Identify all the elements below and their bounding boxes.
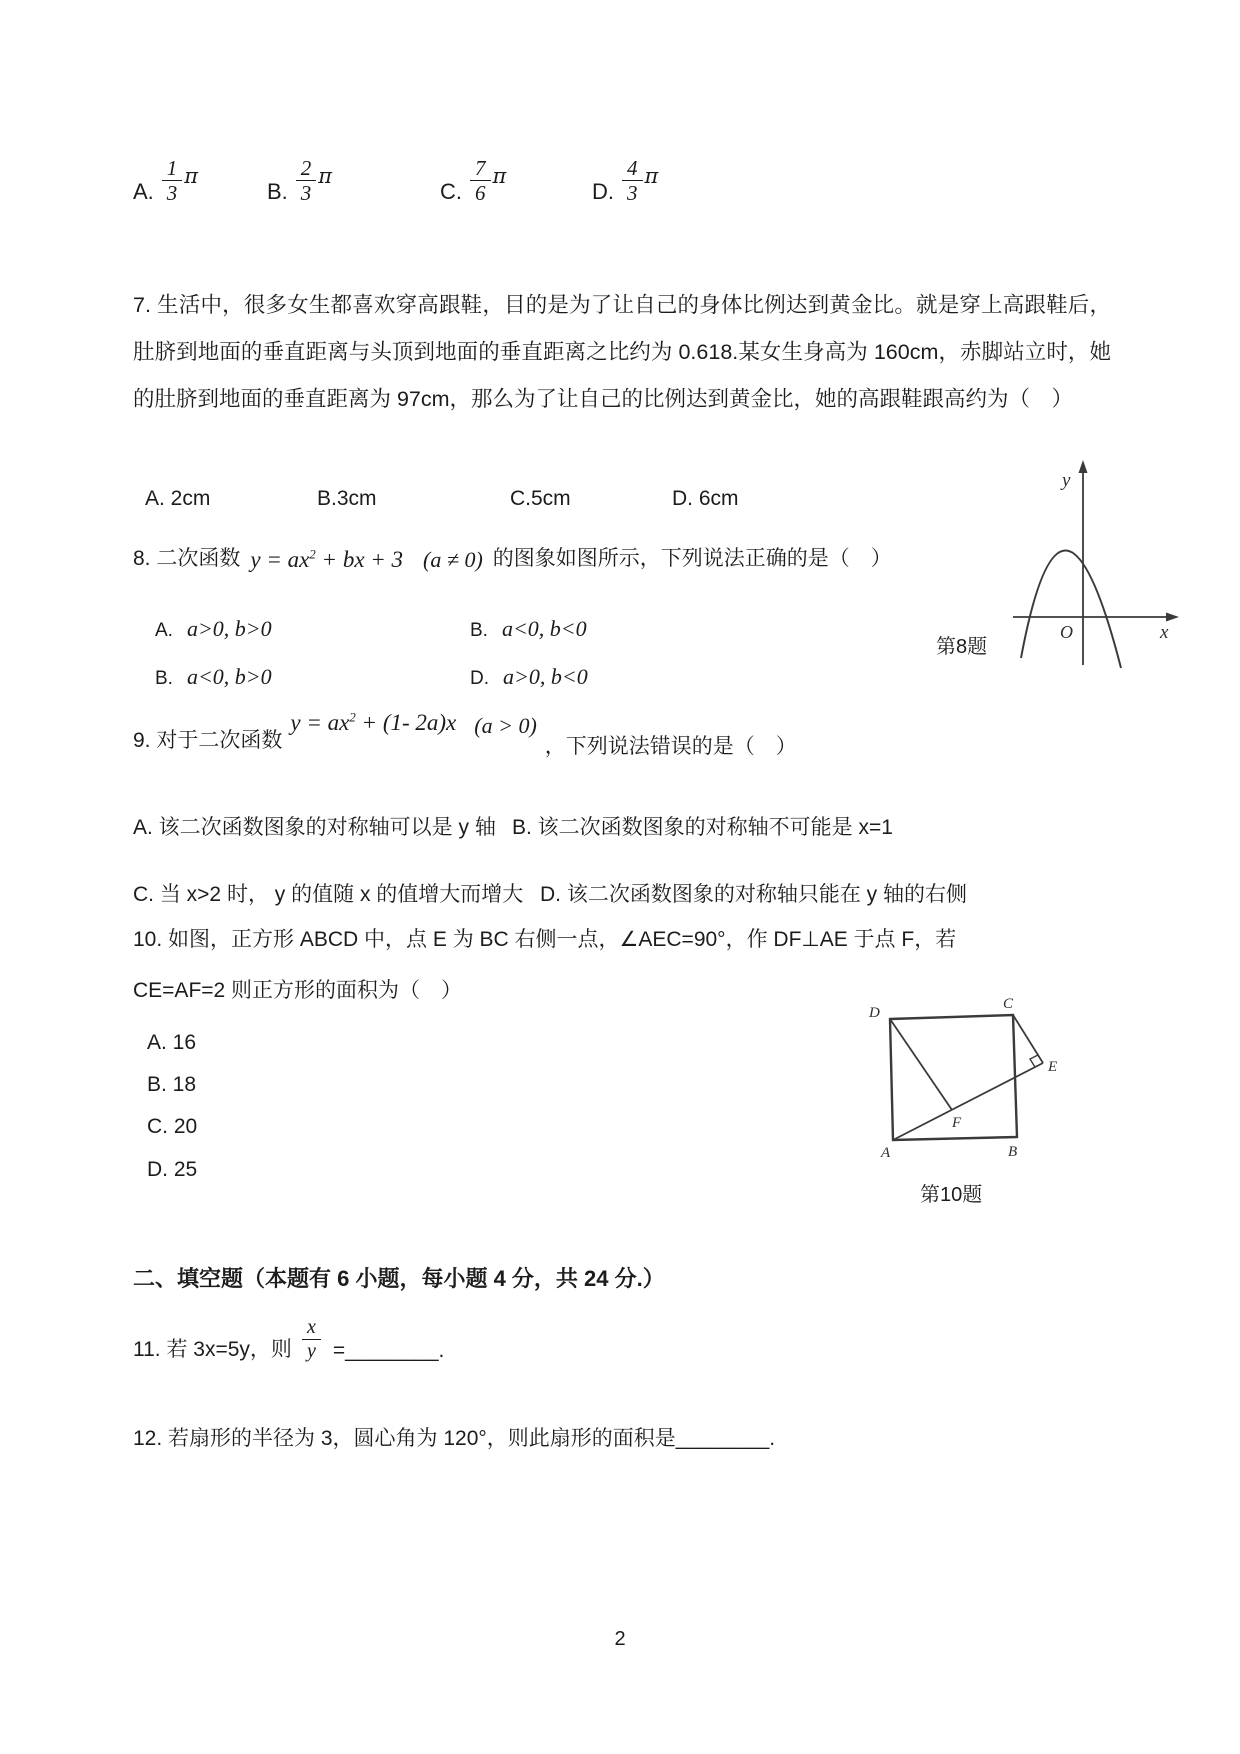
q9-option-a: A. 该二次函数图象的对称轴可以是 y 轴 [133,816,496,839]
pi-symbol: π [644,163,659,188]
fraction [622,156,643,205]
x-axis-label: x [1160,622,1169,643]
question-11 [133,1316,444,1363]
fraction-numerator: x [302,1316,321,1340]
line-c-e [1013,1015,1043,1063]
fraction-denominator: 3 [300,181,312,206]
fraction-denominator: y [306,1340,316,1362]
q10-square-figure [855,995,1070,1175]
q8-stem-prefix: 8. 二次函数 [133,547,241,570]
option-label: B. [267,178,288,204]
vertex-label-d: D [869,1005,880,1021]
question-7-text: 7. 生活中，很多女生都喜欢穿高跟鞋，目的是为了让自己的身体比例达到黄金比。就是穿上高跟鞋后，肚脐到地面的垂直距离与头顶到地面的垂直距离之比约为 0.618.某女生身高为 160cm，赤脚站立时，她的肚脐到地面的垂直距离为 97cm，那么为了让自己的比例达到黄金比，她的高跟鞋跟高约为（ ） [133,293,1111,411]
q9-stem-suffix: ，下列说法错误的是（ ） [544,735,797,758]
fraction-denominator: 6 [475,181,486,206]
y-axis-arrow [1079,460,1088,473]
q8-formula: $y = ax^2$ + bx + 3 [250,546,404,572]
vertex-label-b: B [1008,1144,1018,1160]
q8-option-1 [155,616,272,642]
option-label: B. [470,620,488,641]
x-axis-arrow [1166,613,1179,622]
option-label: A. [133,178,154,204]
fraction-denominator: 3 [627,181,638,206]
option-math: a<0, b<0 [501,616,587,641]
q9-option-c: C. 当 x>2 时， y 的值随 x 的值增大而增大 [133,883,524,906]
question-12: 12. 若扇形的半径为 3，圆心角为 120°，则此扇形的面积是________. [133,1427,776,1450]
q10-option-b: B. 18 [147,1073,197,1096]
question-10-line1: 10. 如图，正方形 ABCD 中，点 E 为 BC 右侧一点，∠AEC=90°，作 DF⊥AE 于点 F，若 [133,928,957,951]
q10-option-c: C. 20 [147,1115,198,1138]
q11-fraction [302,1316,321,1363]
parabola-curve [1021,550,1121,668]
q8-parabola-figure [1000,458,1180,670]
option-label: B. [155,668,173,689]
q7-option-d: D. 6cm [672,487,739,510]
line-d-f [890,1019,952,1110]
option-label: C. [440,178,462,204]
q9-formula-condition: (a > 0) [474,713,537,738]
q10-option-d: D. 25 [147,1158,198,1181]
option-math: a>0, b<0 [503,664,588,689]
q7-option-b: B.3cm [317,487,377,510]
pi-symbol: π [184,163,199,188]
fraction-numerator: 4 [622,156,643,181]
vertex-label-a: A [881,1145,891,1161]
q9-stem-prefix: 9. 对于二次函数 [133,729,283,752]
q6-option-c [440,156,506,205]
origin-label: O [1060,622,1073,642]
pi-symbol: π [318,163,333,188]
option-math: a<0, b>0 [186,664,272,689]
q11-answer-blank: =________. [332,1339,445,1362]
option-label: D. [592,178,614,204]
option-label: A. [155,620,173,641]
q11-text-pre: 11. 若 3x=5y，则 [133,1338,292,1361]
fraction-numerator: 7 [470,156,491,181]
q8-stem-suffix: 的图象如图所示，下列说法正确的是（ ） [492,547,892,570]
q8-figure-caption: 第8题 [936,636,988,658]
q8-option-3 [155,664,272,690]
fraction-numerator: 1 [162,156,183,181]
q9-formula: $y = ax^2 + (1-$ 2a)x [290,709,457,735]
q6-option-b [267,156,332,205]
section-2-header: 二、填空题（本题有 6 小题，每小题 4 分，共 24 分.） [133,1266,665,1291]
q9-option-b: B. 该二次函数图象的对称轴不可能是 x=1 [512,816,893,839]
q8-formula-condition: (a ≠ 0) [423,546,483,572]
pi-symbol: π [492,163,507,188]
q8-option-4 [470,664,588,690]
vertex-label-c: C [1003,996,1014,1012]
question-9-stem [133,710,797,760]
q10-option-a: A. 16 [147,1031,197,1054]
fraction [470,156,491,205]
option-math: a>0, b>0 [186,616,272,641]
fraction-numerator: 2 [296,156,317,181]
fraction [296,156,317,205]
q6-option-d [592,156,658,205]
question-10-line2: CE=AF=2 则正方形的面积为（ ） [133,979,463,1002]
y-axis-label: y [1062,470,1071,491]
page-number: 2 [614,1628,626,1650]
option-label: D. [470,668,489,689]
fraction [162,156,183,205]
question-8-stem [133,544,892,573]
point-label-e: E [1048,1059,1058,1075]
q6-option-a [133,156,198,205]
line-a-e [893,1063,1043,1140]
fraction-denominator: 3 [166,181,178,206]
q10-figure-caption: 第10题 [920,1184,983,1206]
point-label-f: F [952,1115,962,1131]
q7-option-c: C.5cm [510,487,571,510]
q9-option-d: D. 该二次函数图象的对称轴只能在 y 轴的右侧 [540,883,968,906]
q8-option-2 [470,616,587,642]
q7-option-a: A. 2cm [145,487,211,510]
